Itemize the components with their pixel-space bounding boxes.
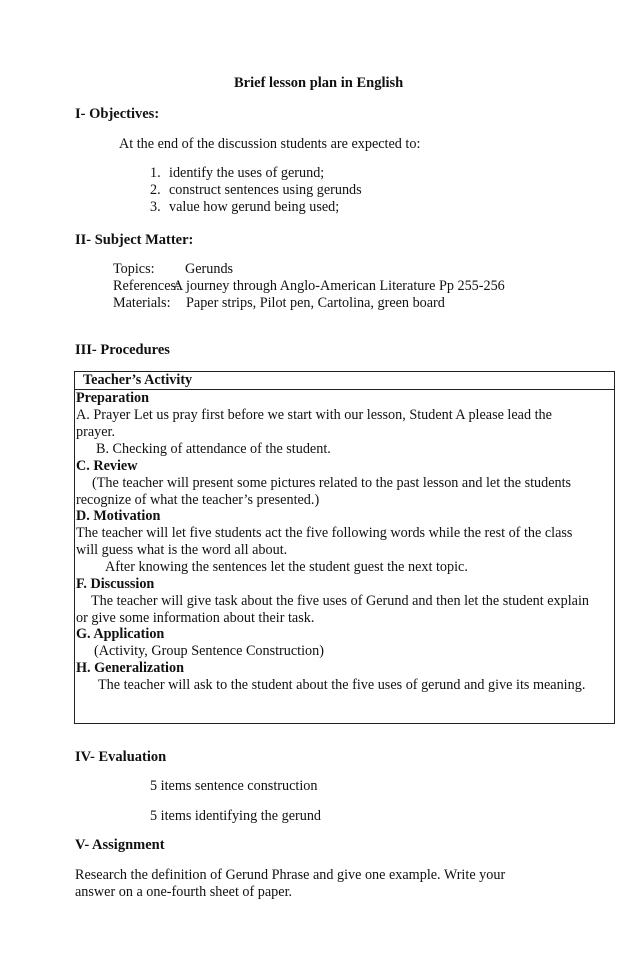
discussion-line: The teacher will give task about the five uses of Gerund and then let the student explain: [91, 593, 589, 609]
list-number: 2.: [150, 182, 161, 198]
subject-matter-heading: II- Subject Matter:: [75, 232, 194, 248]
generalization-line: The teacher will ask to the student about the five uses of gerund and give its meaning.: [98, 677, 586, 693]
motivation-line-next: After knowing the sentences let the student guest the next topic.: [105, 559, 468, 575]
evaluation-heading: IV- Evaluation: [75, 749, 167, 765]
motivation-line: The teacher will let five students act the five following words while the rest of the class: [76, 525, 573, 541]
assignment-heading: V- Assignment: [75, 837, 165, 853]
list-item: [150, 182, 362, 199]
attendance-line: B. Checking of attendance of the student.: [96, 441, 331, 457]
materials-label: Materials:: [113, 295, 171, 311]
list-item: [150, 199, 362, 216]
application-label: G. Application: [76, 626, 165, 642]
table-header: [75, 372, 614, 390]
discussion-label: F. Discussion: [76, 576, 155, 592]
evaluation-item: 5 items sentence construction: [150, 778, 318, 794]
generalization-label: H. Generalization: [76, 660, 184, 676]
review-line-cont: recognize of what the teacher’s presented.): [76, 492, 320, 508]
document-title: Brief lesson plan in English: [234, 75, 404, 91]
list-number: 1.: [150, 165, 161, 181]
motivation-label: D. Motivation: [76, 508, 161, 524]
procedures-table: [74, 371, 615, 724]
materials-value: Paper strips, Pilot pen, Cartolina, green board: [186, 295, 445, 311]
table-header-label: Teacher’s Activity: [83, 372, 193, 388]
preparation-label: Preparation: [76, 390, 150, 406]
list-text: value how gerund being used;: [169, 199, 340, 215]
discussion-line-cont: or give some information about their task.: [76, 610, 315, 626]
objectives-heading: I- Objectives:: [75, 106, 160, 122]
review-line: (The teacher will present some pictures related to the past lesson and let the students: [92, 475, 572, 491]
assignment-line-cont: answer on a one-fourth sheet of paper.: [75, 884, 293, 900]
references-row: [113, 278, 505, 295]
list-text: construct sentences using gerunds: [169, 182, 362, 198]
topics-value: Gerunds: [185, 261, 234, 277]
prayer-line: A. Prayer Let us pray first before we start with our lesson, Student A please lead the: [76, 407, 552, 423]
list-number: 3.: [150, 199, 161, 215]
topics-row: [113, 261, 234, 278]
evaluation-item: 5 items identifying the gerund: [150, 808, 322, 824]
references-value: A journey through Anglo-American Literature Pp 255-256: [173, 278, 505, 294]
materials-row: [113, 295, 445, 312]
topics-label: Topics:: [113, 261, 155, 277]
objectives-intro: At the end of the discussion students are expected to:: [119, 136, 421, 152]
procedures-heading: III- Procedures: [75, 342, 170, 358]
objectives-list: [150, 165, 362, 216]
list-text: identify the uses of gerund;: [169, 165, 325, 181]
motivation-line-cont: will guess what is the word all about.: [76, 542, 288, 558]
references-label: References:: [113, 278, 180, 294]
application-line: (Activity, Group Sentence Construction): [94, 643, 324, 659]
list-item: [150, 165, 362, 182]
prayer-line-cont: prayer.: [76, 424, 115, 440]
review-label: C. Review: [76, 458, 138, 474]
assignment-line: Research the definition of Gerund Phrase and give one example. Write your: [75, 867, 506, 883]
